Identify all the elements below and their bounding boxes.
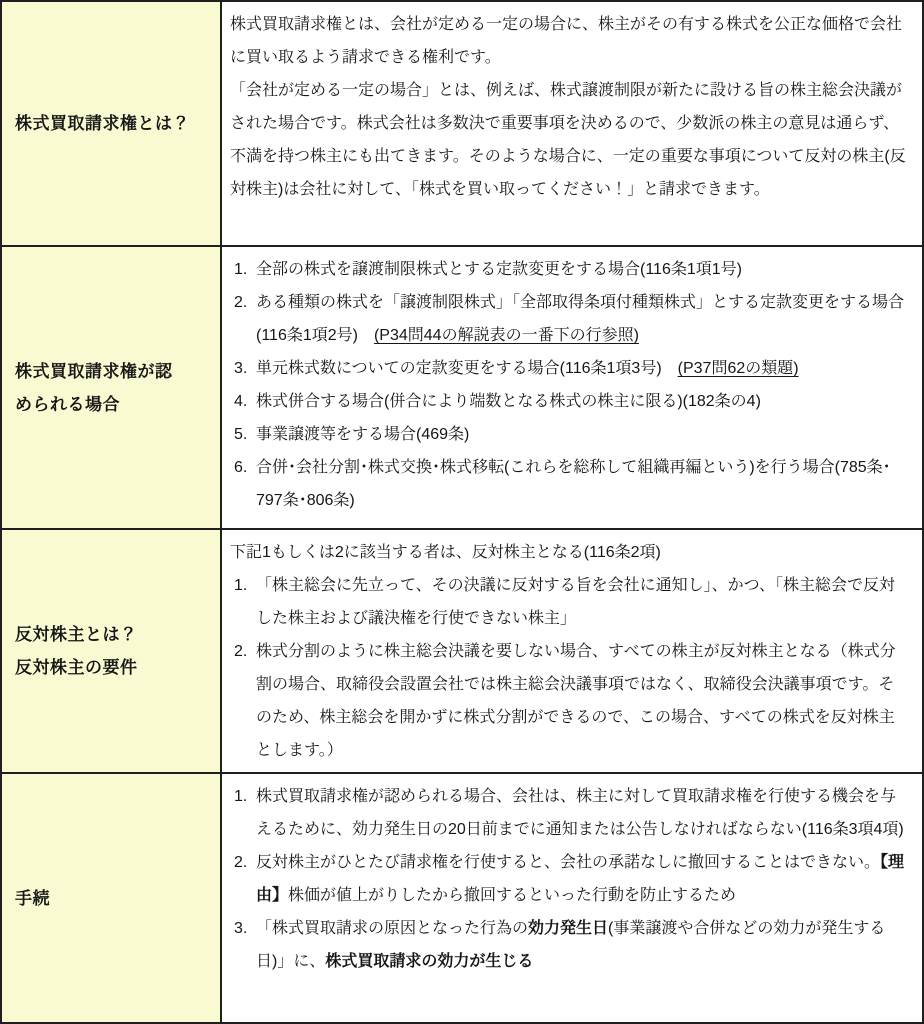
list-item xyxy=(230,912,910,978)
list-item xyxy=(230,286,910,352)
row-header-procedure xyxy=(2,774,222,1022)
list-item xyxy=(230,253,910,286)
list-item-text: 合併･会社分割･株式交換･株式移転(これらを総称して組織再編という)を行う場合(785条･797条･806条) xyxy=(256,459,891,509)
list-item-text: 単元株式数についての定款変更をする場合(116条1項3号) xyxy=(256,360,678,377)
list-number: 5. xyxy=(234,426,248,443)
list-number: 4. xyxy=(234,393,248,410)
list-item-text: ある種類の株式を「譲渡制限株式」「全部取得条項付種類株式」とする定款変更をする場合(116条1項2号) xyxy=(256,294,905,344)
list-item xyxy=(230,352,910,385)
list-item xyxy=(230,635,910,767)
cell-what-is-appraisal-right-content xyxy=(222,2,922,247)
intro-text: 下記1もしくは2に該当する者は、反対株主となる(116条2項) xyxy=(230,544,661,561)
reference-note: (P37問62の類題) xyxy=(677,360,799,377)
list-item-text: 「株主総会に先立って、その決議に反対する旨を会社に通知し」、かつ、「株主総会で反対した株主および議決権を行使できない株主」 xyxy=(256,577,896,627)
list-number: 3. xyxy=(234,360,248,377)
list-item xyxy=(230,418,910,451)
reference-note: (P34問44の解説表の一番下の行参照) xyxy=(373,327,639,344)
emphasis-effect-arises: 株式買取請求の効力が生じる xyxy=(325,953,534,970)
list-number: 1. xyxy=(234,788,248,805)
list-item-text: 株式併合する場合(併合により端数となる株式の株主に限る)(182条の4) xyxy=(256,393,761,410)
list-item-text: 株価が値上がりしたから撤回するといった行動を防止するため xyxy=(288,887,737,904)
list-item xyxy=(230,385,910,418)
row-header-line: 手続 xyxy=(15,888,50,908)
row-header-line: 反対株主とは？ xyxy=(15,625,138,644)
row-header-line: 株式買取請求権が認 xyxy=(15,361,173,381)
list-item xyxy=(230,569,910,635)
cell-recognized-cases-content xyxy=(222,247,922,530)
row-header-line: 株式買取請求権とは？ xyxy=(15,114,190,133)
list-item-text: 株式買取請求権が認められる場合、会社は、株主に対して買取請求権を行使する機会を与えるために、効力発生日の20日前までに通知または公告しなければならない(116条3項4項) xyxy=(256,788,904,838)
cell-procedure-content xyxy=(222,774,922,1022)
list-number: 1. xyxy=(234,261,248,278)
list-item-text: 株式分割のように株主総会決議を要しない場合、すべての株主が反対株主となる（株式分割の場合、取締役会設置会社では株主総会決議事項ではなく、取締役会決議事項です。そのため、株主総会を開かずに株式分割ができるので、この場合、すべての株式を反対株主とします。） xyxy=(256,643,896,759)
paragraph: 「会社が定める一定の場合」とは、例えば、株式譲渡制限が新たに設ける旨の株主総会決議がされた場合です。株式会社は多数決で重要事項を決めるので、少数派の株主の意見は通らず、不満を持つ株主にも出てきます。そのような場合に、一定の重要な事項について反対の株主(反対株主)は会社に対して、「株式を買い取ってください！」と請求できます。 xyxy=(230,82,906,198)
row-header-dissenting-shareholder xyxy=(2,530,222,774)
list-item-text: 反対株主がひとたび請求権を行使すると、会社の承諾なしに撤回することはできない。 xyxy=(256,854,881,871)
list-item-text: 全部の株式を譲渡制限株式とする定款変更をする場合(116条1項1号) xyxy=(256,261,742,278)
list-number: 2. xyxy=(234,294,248,311)
row-header-line: められる場合 xyxy=(15,394,120,414)
list-number: 3. xyxy=(234,920,248,937)
emphasis-reason-label: 【理由】 xyxy=(256,854,905,904)
row-header-recognized-cases xyxy=(2,247,222,530)
cell-dissenting-shareholder-content xyxy=(222,530,922,774)
row-header-line: 反対株主の要件 xyxy=(15,658,138,677)
list-number: 2. xyxy=(234,854,248,871)
row-header-what-is-appraisal-right xyxy=(2,2,222,247)
list-item-text: 事業譲渡等をする場合(469条) xyxy=(256,426,470,443)
emphasis-effective-date: 効力発生日 xyxy=(528,920,609,937)
list-item xyxy=(230,846,910,912)
list-item xyxy=(230,780,910,846)
list-item xyxy=(230,451,910,517)
paragraph: 株式買取請求権とは、会社が定める一定の場合に、株主がその有する株式を公正な価格で会社に買い取るよう請求できる権利です。 xyxy=(230,16,903,66)
list-number: 1. xyxy=(234,577,248,594)
list-number: 6. xyxy=(234,459,248,476)
list-item-text: (事業譲渡や合併などの効力が発生する日)」に、 xyxy=(256,920,886,970)
list-item-text: 「株式買取請求の原因となった行為の xyxy=(256,920,529,937)
list-number: 2. xyxy=(234,643,248,660)
